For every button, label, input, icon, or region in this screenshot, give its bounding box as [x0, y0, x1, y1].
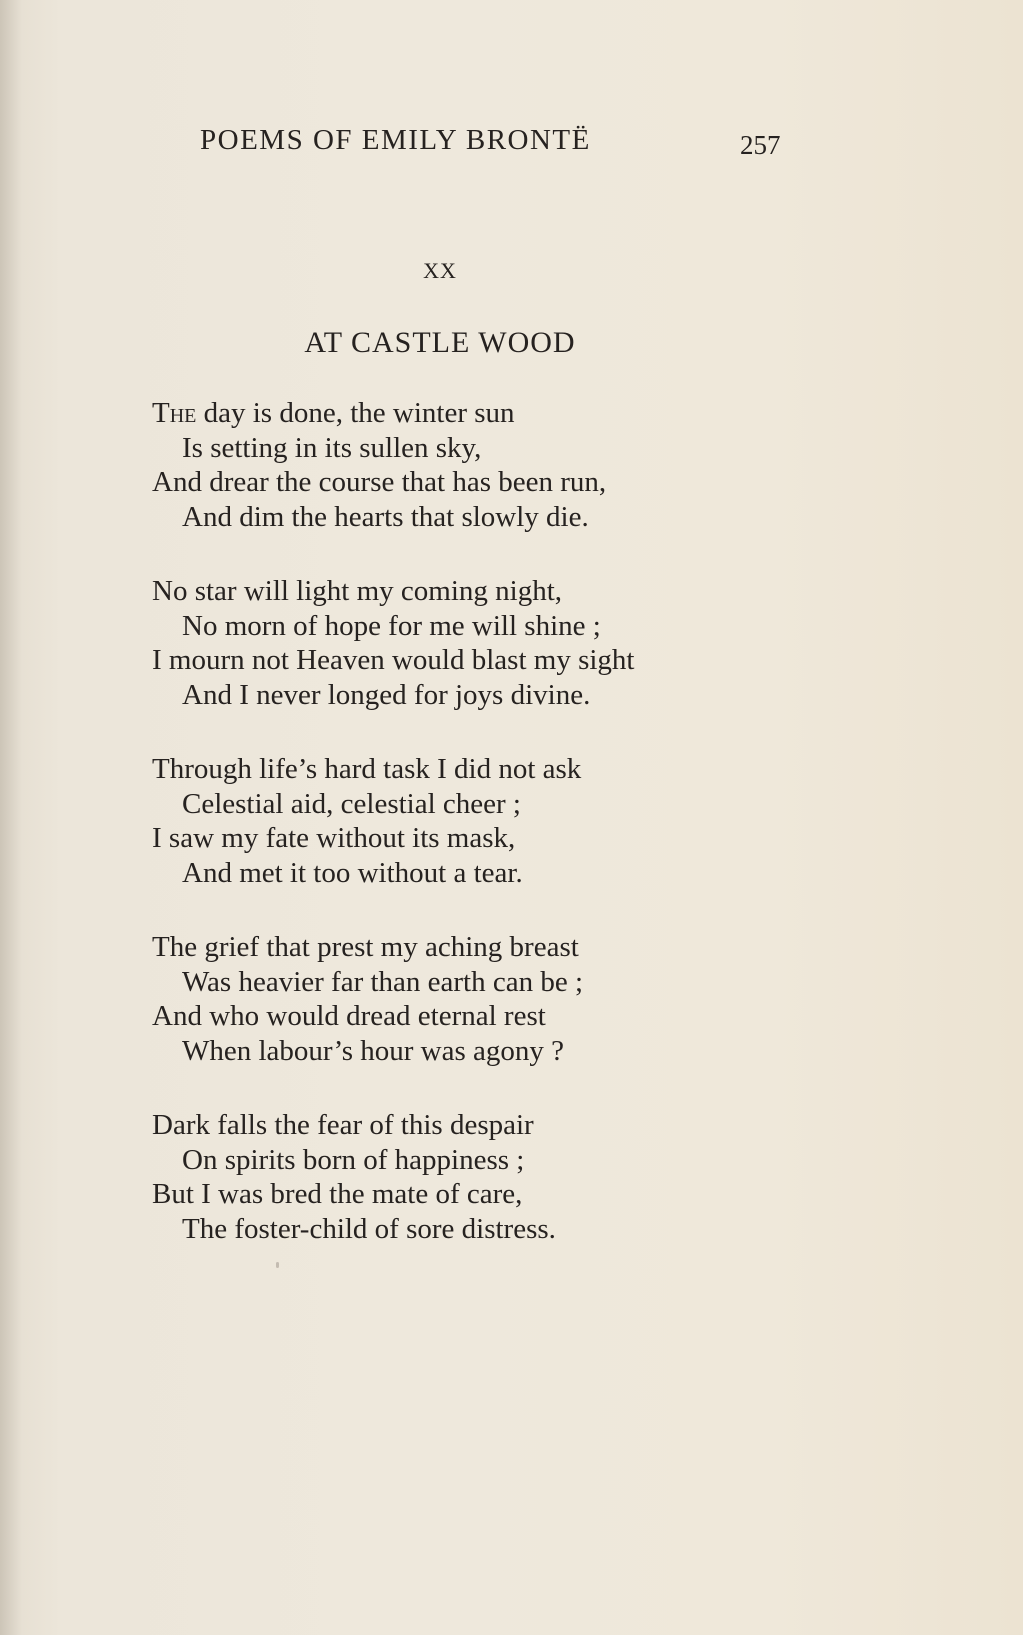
poem-line: But I was bred the mate of care, — [152, 1178, 523, 1210]
poem-line: The grief that prest my aching breast — [152, 931, 579, 963]
running-title: POEMS OF EMILY BRONTË — [200, 124, 591, 156]
stanza-3 — [152, 752, 852, 890]
poem-line: Was heavier far than earth can be ; — [182, 965, 584, 998]
poem-line: And who would dread eternal rest — [152, 1000, 546, 1032]
poem-line: And met it too without a tear. — [182, 856, 523, 889]
poem-line: The foster-child of sore distress. — [182, 1212, 556, 1245]
paper-speck — [276, 1262, 279, 1268]
poem-line: I mourn not Heaven would blast my sight — [152, 644, 635, 676]
poem-line: And drear the course that has been run, — [152, 466, 607, 498]
poem-number: XX — [423, 258, 457, 283]
poem-line: No star will light my coming night, — [152, 575, 563, 607]
poem-line: Is setting in its sullen sky, — [182, 431, 482, 464]
page-number: 257 — [740, 130, 781, 160]
poem-line: Through life’s hard task I did not ask — [152, 753, 582, 785]
poem-line: Dark falls the fear of this despair — [152, 1109, 534, 1141]
poem-body — [152, 396, 852, 1286]
poem-title: AT CASTLE WOOD — [304, 326, 576, 359]
poem-line: On spirits born of happiness ; — [182, 1143, 525, 1176]
poem-line: Celestial aid, celestial cheer ; — [182, 787, 521, 820]
poem-line: No morn of hope for me will shine ; — [182, 609, 601, 642]
stanza-1 — [152, 396, 852, 534]
stanza-2 — [152, 574, 852, 712]
poem-line: And dim the hearts that slowly die. — [182, 500, 589, 533]
poem-line: I saw my fate without its mask, — [152, 822, 516, 854]
page-edge-shadow — [0, 0, 22, 1635]
poem-line: When labour’s hour was agony ? — [182, 1034, 564, 1067]
first-word: The — [152, 397, 197, 429]
poem-line: And I never longed for joys divine. — [182, 678, 591, 711]
stanza-5 — [152, 1108, 852, 1246]
poem-line: The day is done, the winter sun — [152, 397, 515, 429]
stanza-4 — [152, 930, 852, 1068]
